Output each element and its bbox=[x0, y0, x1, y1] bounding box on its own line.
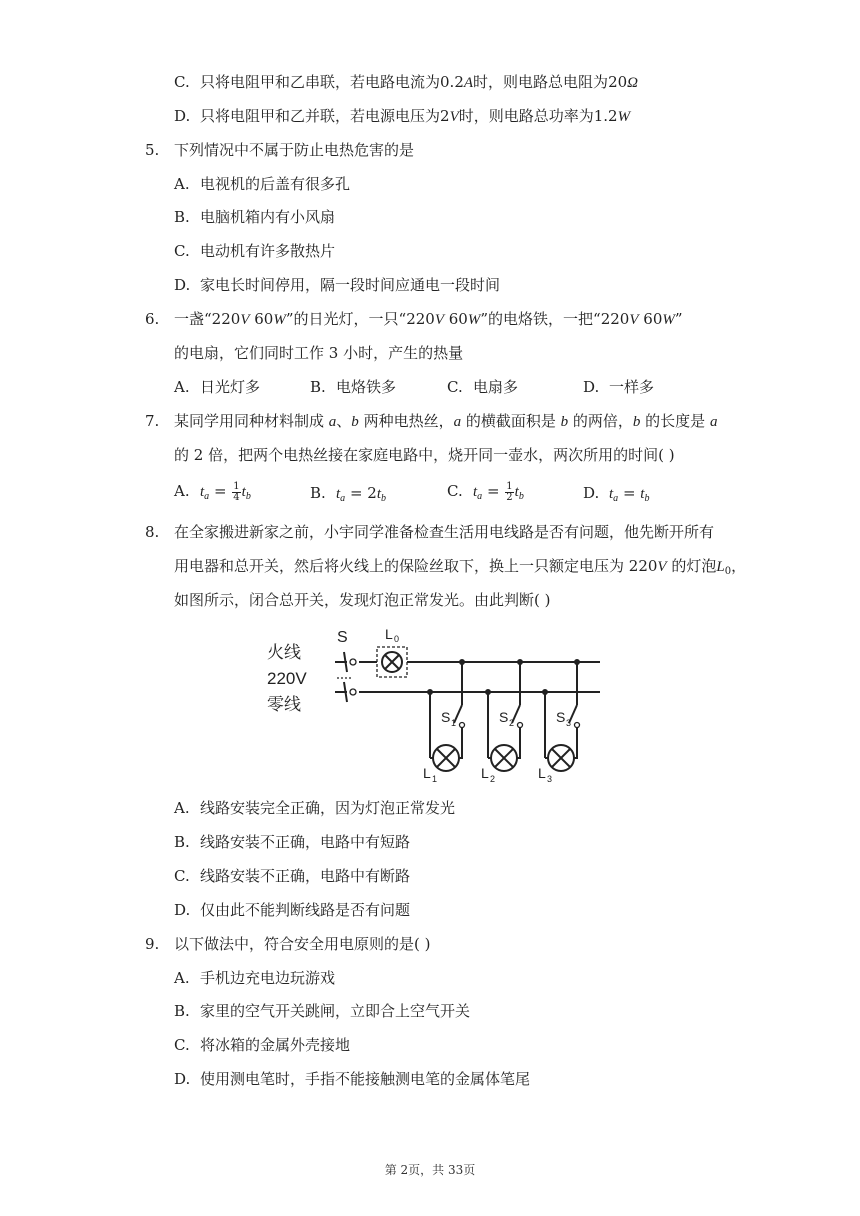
switch-s2-subscript: 2 bbox=[509, 718, 515, 728]
page-footer: 第 2页，共 33页 bbox=[384, 1163, 476, 1177]
q9-option-b: B. 家里的空气开关跳闸，立即合上空气开关 bbox=[174, 1002, 471, 1020]
circuit-diagram bbox=[255, 620, 605, 790]
lamp-l1-icon bbox=[433, 745, 459, 771]
lamp-l3-icon bbox=[548, 745, 574, 771]
q8-stem-line2: 用电器和总开关，然后将火线上的保险丝取下，换上一只额定电压为 220V 的灯泡$L_0$， bbox=[174, 557, 747, 577]
q6-number: 6. bbox=[145, 310, 160, 328]
q6-option-d: D. 一样多 bbox=[583, 378, 655, 396]
lamp-l2-label: L bbox=[481, 765, 489, 781]
q9-option-c: C. 将冰箱的金属外壳接地 bbox=[174, 1036, 351, 1054]
q7-stem-line2: 的 2 倍，把两个电热丝接在家庭电路中，烧开同一壶水，两次所用的时间( ) bbox=[174, 446, 675, 464]
lamp-l3-label: L bbox=[538, 765, 546, 781]
switch-s3-subscript: 3 bbox=[566, 718, 572, 728]
lamp-l1-subscript: 1 bbox=[432, 774, 438, 784]
q9-option-a: A. 手机边充电边玩游戏 bbox=[174, 969, 336, 987]
q8-option-d: D. 仅由此不能判断线路是否有问题 bbox=[174, 901, 411, 919]
q8-option-a: A. 线路安装完全正确，因为灯泡正常发光 bbox=[174, 799, 456, 817]
q9-number: 9. bbox=[145, 935, 160, 953]
switch-s2-label: S bbox=[499, 709, 509, 725]
switch-s-label: S bbox=[337, 629, 348, 646]
q7-option-d: D. $t_a = t_b$ bbox=[583, 484, 650, 504]
q7-number: 7. bbox=[145, 412, 160, 430]
q9-stem: 以下做法中，符合安全用电原则的是( ) bbox=[174, 935, 431, 953]
q6-option-a: A. 日光灯多 bbox=[174, 378, 261, 396]
q4-option-c: C. 只将电阻甲和乙串联，若电路电流为0.2A时，则电路总电阻为20Ω bbox=[174, 73, 639, 91]
q5-option-a: A. 电视机的后盖有很多孔 bbox=[174, 175, 351, 193]
lamp-l0-subscript: 0 bbox=[394, 634, 400, 644]
live-wire-label: 火线 bbox=[267, 643, 301, 662]
q5-option-d: D. 家电长时间停用，隔一段时间应通电一段时间 bbox=[174, 276, 501, 294]
q6-option-b: B. 电烙铁多 bbox=[310, 378, 397, 396]
q5-number: 5. bbox=[145, 141, 160, 159]
q6-option-c: C. 电扇多 bbox=[447, 378, 519, 396]
q7-stem-line1: 某同学用同种材料制成 a、b 两种电热丝，a 的横截面积是 b 的两倍，b 的长度是 a bbox=[174, 412, 718, 430]
switch-s1-label: S bbox=[441, 709, 451, 725]
q8-stem-line1: 在全家搬进新家之前，小宇同学准备检查生活用电线路是否有问题，他先断开所有 bbox=[174, 523, 715, 541]
q6-stem-line2: 的电扇，它们同时工作 3 小时，产生的热量 bbox=[174, 344, 464, 362]
q7-option-a: A. $t_a$ = $\frac{1}{4}$ $t_b$ bbox=[174, 480, 251, 503]
q4-option-d: D. 只将电阻甲和乙并联，若电源电压为2V时，则电路总功率为1.2W bbox=[174, 107, 631, 125]
fraction: $\frac{1}{2}$ bbox=[506, 480, 513, 503]
q5-stem: 下列情况中不属于防止电热危害的是 bbox=[174, 141, 415, 159]
voltage-label: 220V bbox=[267, 669, 307, 688]
switch-s3-label: S bbox=[556, 709, 566, 725]
lamp-l2-icon bbox=[491, 745, 517, 771]
switch-s1-subscript: 1 bbox=[451, 718, 457, 728]
q7-option-c: C. $t_a$ = $\frac{1}{2}$ $t_b$ bbox=[447, 480, 524, 503]
q5-option-c: C. 电动机有许多散热片 bbox=[174, 242, 336, 260]
lamp-l0-icon bbox=[382, 652, 402, 672]
q8-option-b: B. 线路安装不正确，电路中有短路 bbox=[174, 833, 411, 851]
lamp-l2-subscript: 2 bbox=[490, 774, 496, 784]
q6-stem-line1: 一盏“220V 60W”的日光灯，一只“220V 60W”的电烙铁，一把“220V 60W” bbox=[174, 310, 683, 328]
q7-option-b: B. $t_a = 2t_b$ bbox=[310, 484, 386, 504]
lamp-l3-subscript: 3 bbox=[547, 774, 553, 784]
lamp-l1-label: L bbox=[423, 765, 431, 781]
q5-option-b: B. 电脑机箱内有小风扇 bbox=[174, 208, 336, 226]
fraction: $\frac{1}{4}$ bbox=[233, 480, 240, 503]
neutral-wire-label: 零线 bbox=[267, 695, 301, 714]
q8-option-c: C. 线路安装不正确，电路中有断路 bbox=[174, 867, 411, 885]
q8-stem-line3: 如图所示，闭合总开关，发现灯泡正常发光。由此判断( ) bbox=[174, 591, 551, 609]
lamp-l0-label: L bbox=[385, 626, 393, 642]
q8-number: 8. bbox=[145, 523, 160, 541]
q9-option-d: D. 使用测电笔时，手指不能接触测电笔的金属体笔尾 bbox=[174, 1070, 531, 1088]
